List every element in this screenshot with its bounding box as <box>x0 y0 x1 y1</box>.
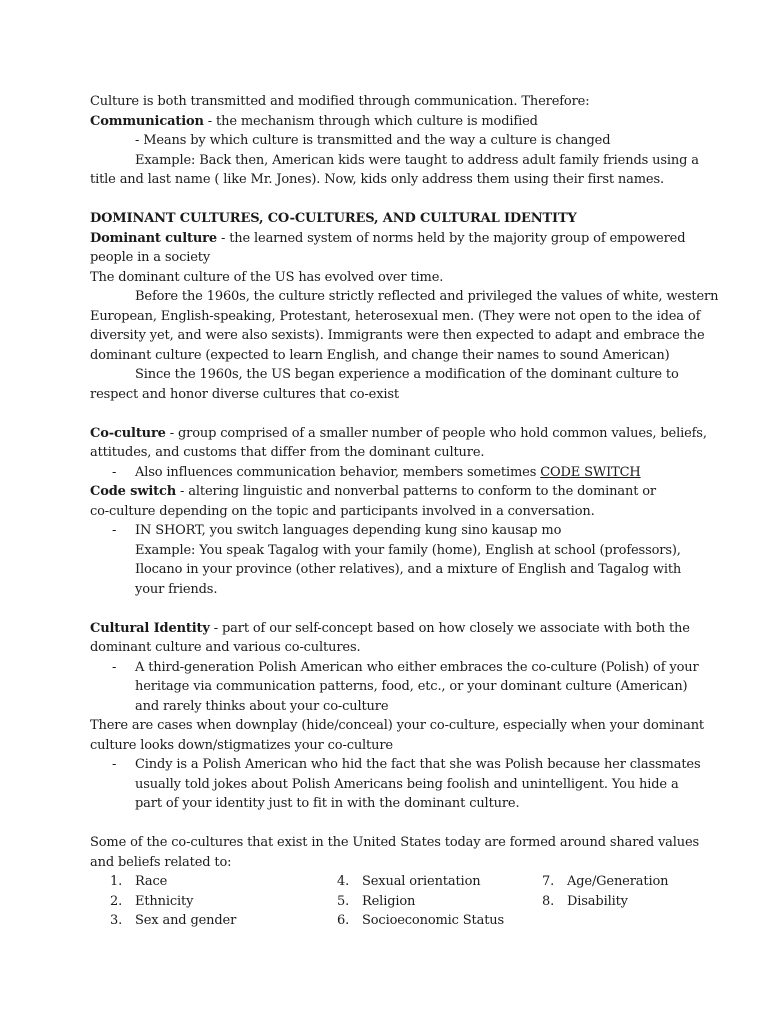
bullet-dash: - <box>112 523 117 538</box>
coculture-bullet <box>90 463 698 483</box>
cocultures-intro-line1: Some of the co-cultures that exist in the United States today are formed around shared values <box>90 835 700 850</box>
list-item <box>90 892 317 912</box>
communication-definition <box>90 112 698 132</box>
list-number: 2. <box>110 893 123 909</box>
cultural-identity-def-line2: dominant culture and various co-cultures. <box>90 640 361 655</box>
section-heading: DOMINANT CULTURES, CO-CULTURES, AND CULTURAL IDENTITY <box>90 211 577 226</box>
list-number: 8. <box>542 893 555 909</box>
code-switch-example-line3: your friends. <box>135 581 218 597</box>
list-number: 1. <box>110 874 123 889</box>
coculture-definition <box>90 424 707 444</box>
identity-bullet-1-line1 <box>90 658 698 678</box>
identity-bullet-2-line1 <box>90 755 701 775</box>
list-label: Age/Generation <box>567 874 669 889</box>
list-number: 3. <box>110 913 123 928</box>
cocultures-intro-line2: and beliefs related to: <box>90 854 232 870</box>
list-number: 5. <box>337 893 350 909</box>
code-switch-example-line1: Example: You speak Tagalog with your family (home), English at school (professors), <box>135 542 681 558</box>
cultural-identity-def-text: - part of our self-concept based on how closely we associate with both the <box>209 620 690 636</box>
list-column-1 <box>90 872 317 931</box>
list-number: 4. <box>337 874 350 889</box>
list-label: Religion <box>362 893 416 909</box>
before-1960s-line3: diversity yet, and were also sexists). Immigrants were then expected to adapt and embrace the <box>90 328 705 343</box>
code-switch-bullet <box>90 521 698 541</box>
list-item <box>90 872 317 892</box>
communication-example-line2: title and last name ( like Mr. Jones). Now, kids only address them using their first names. <box>90 172 664 187</box>
before-1960s-line2: European, English-speaking, Protestant, heterosexual men. (They were not open to the idea of <box>90 308 701 324</box>
communication-subpoint: - Means by which culture is transmitted and the way a culture is changed <box>135 133 611 148</box>
coculture-def-line2: attitudes, and customs that differ from the dominant culture. <box>90 445 485 460</box>
code-switch-term: Code switch <box>90 484 177 499</box>
list-column-3 <box>522 872 672 931</box>
coculture-def-text: - group comprised of a smaller number of people who hold common values, beliefs, <box>165 425 707 441</box>
list-item <box>317 911 522 931</box>
coculture-bullet-text: Also influences communication behavior, members sometimes <box>135 464 541 480</box>
list-number: 7. <box>542 874 555 889</box>
since-1960s-line2: respect and honor diverse cultures that co-exist <box>90 386 399 402</box>
list-item <box>90 911 317 931</box>
bullet-dash: - <box>112 464 117 480</box>
code-switch-def-text: - altering linguistic and nonverbal patterns to conform to the dominant or <box>176 484 656 499</box>
code-switch-def-line2: co-culture depending on the topic and participants involved in a conversation. <box>90 503 595 519</box>
cocultures-numbered-list <box>90 872 698 931</box>
identity-bullet-1-line2: heritage via communication patterns, food, etc., or your dominant culture (American) <box>135 679 688 694</box>
dominant-culture-def-text: - the learned system of norms held by the majority group of empowered <box>216 230 686 246</box>
since-1960s-line1: Since the 1960s, the US began experience a modification of the dominant culture to <box>135 367 679 382</box>
intro-text: Culture is both transmitted and modified through communication. Therefore: <box>90 94 590 109</box>
list-label: Sexual orientation <box>362 874 481 889</box>
communication-term: Communication <box>90 113 204 129</box>
communication-example-line1: Example: Back then, American kids were taught to address adult family friends using a <box>135 152 699 168</box>
list-item <box>317 892 522 912</box>
dominant-culture-def-line2: people in a society <box>90 250 211 265</box>
code-switch-underlined: CODE SWITCH <box>540 464 641 480</box>
dominant-culture-term: Dominant culture <box>90 230 217 246</box>
list-number: 6. <box>337 913 350 928</box>
before-1960s-line1: Before the 1960s, the culture strictly reflected and privileged the values of white, western <box>135 289 719 304</box>
code-switch-bullet-text: IN SHORT, you switch languages depending kung sino kausap mo <box>135 523 562 538</box>
code-switch-definition <box>90 482 698 502</box>
downplay-line1: There are cases when downplay (hide/conceal) your co-culture, especially when your dominant <box>90 718 705 733</box>
list-label: Ethnicity <box>135 893 194 909</box>
list-item <box>522 892 672 912</box>
coculture-term: Co-culture <box>90 425 166 441</box>
list-column-2 <box>317 872 522 931</box>
bullet-dash: - <box>112 757 117 772</box>
list-label: Disability <box>567 893 628 909</box>
dominant-culture-definition <box>90 229 698 249</box>
communication-def-text: - the mechanism through which culture is modified <box>203 113 538 129</box>
identity-bullet-2-text: Cindy is a Polish American who hid the fact that she was Polish because her classmates <box>135 757 701 772</box>
downplay-line2: culture looks down/stigmatizes your co-culture <box>90 737 393 753</box>
list-label: Sex and gender <box>135 913 237 928</box>
code-switch-example-line2: Ilocano in your province (other relatives), and a mixture of English and Tagalog with <box>135 562 682 577</box>
identity-bullet-1-text: A third-generation Polish American who either embraces the co-culture (Polish) of your <box>135 659 699 675</box>
before-1960s-line4: dominant culture (expected to learn English, and change their names to sound American) <box>90 347 670 363</box>
list-item <box>317 872 522 892</box>
evolved-text: The dominant culture of the US has evolved over time. <box>90 269 444 285</box>
bullet-dash: - <box>112 659 117 675</box>
list-label: Socioeconomic Status <box>362 913 505 928</box>
identity-bullet-2-line2: usually told jokes about Polish Americans being foolish and unintelligent. You hide a <box>135 776 679 792</box>
identity-bullet-2-line3: part of your identity just to fit in with the dominant culture. <box>135 796 520 811</box>
list-item <box>522 872 672 892</box>
list-label: Race <box>135 874 168 889</box>
cultural-identity-term: Cultural Identity <box>90 620 210 636</box>
cultural-identity-definition <box>90 619 698 639</box>
identity-bullet-1-line3: and rarely thinks about your co-culture <box>135 698 389 714</box>
